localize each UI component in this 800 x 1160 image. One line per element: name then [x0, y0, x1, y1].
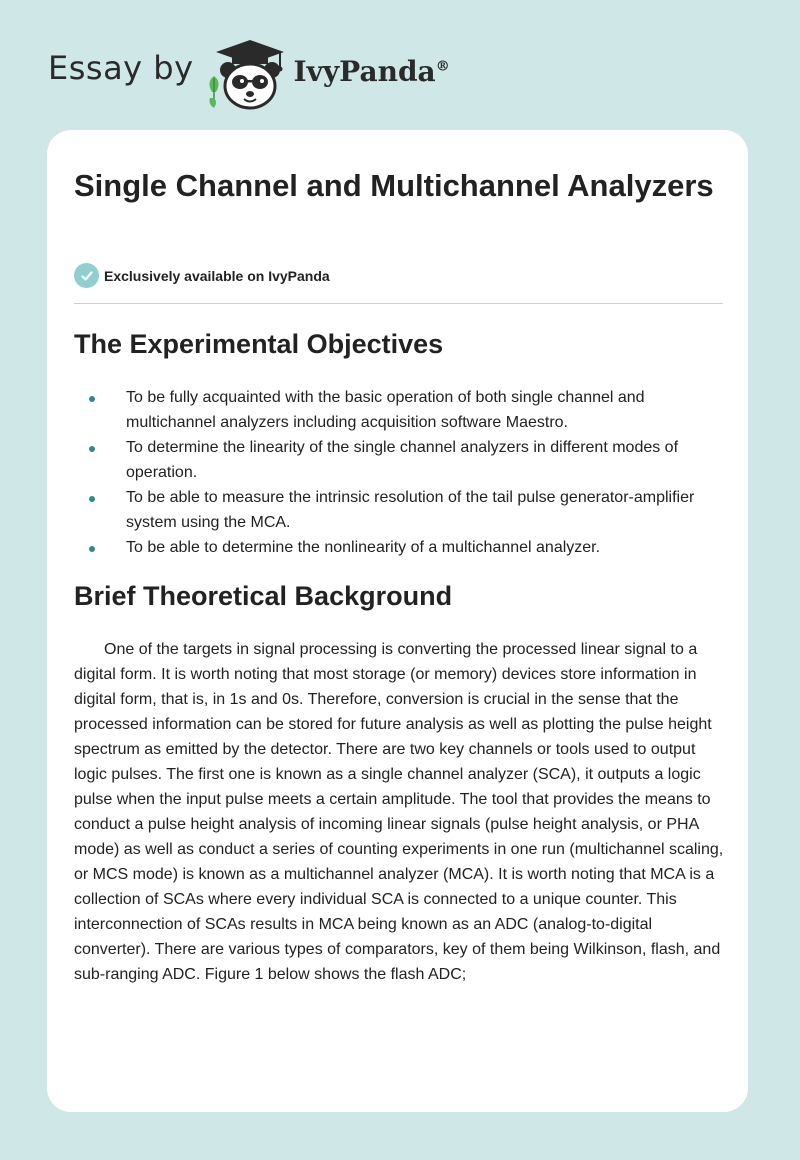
list-item	[47, 435, 748, 485]
section-heading-background: Brief Theoretical Background	[74, 581, 453, 611]
list-item	[47, 385, 748, 435]
bullet-icon	[89, 546, 95, 552]
registered-mark: ®	[435, 58, 450, 75]
check-circle-icon	[74, 263, 99, 288]
site-header	[48, 34, 450, 114]
panda-logo-icon[interactable]	[202, 34, 298, 114]
brand-name-text: IvyPanda	[293, 54, 436, 88]
brand-name[interactable]	[294, 55, 450, 88]
list-item-text: To be able to measure the intrinsic resolution of the tail pulse generator-amplifier system using the MCA.	[126, 489, 695, 531]
list-item	[47, 485, 748, 535]
list-item-text: To be fully acquainted with the basic operation of both single channel and multichannel analyzers including acquisition software Maestro.	[126, 389, 645, 431]
bullet-icon	[89, 446, 95, 452]
divider	[74, 303, 723, 304]
body-paragraph: One of the targets in signal processing is converting the processed linear signal to a digital form. It is worth noting that most storage (or memory) devices store information in digital form, that is, in 1s and 0s. Therefore, conversion is crucial in the sense that the processed information can be stored for future analysis as well as plotting the pulse height spectrum as emitted by the detector. There are two key channels or tools used to output logic pulses. The first one is known as a single channel analyzer (SCA), it outputs a logic pulse when the input pulse meets a certain amplitude. The tool that provides the means to conduct a pulse height analysis of incoming linear signals (pulse height analysis, or PHA mode) as well as conduct a series of counting experiments in one run (multichannel scaling, or MCS mode) is known as a multichannel analyzer (MCA). It is worth noting that MCA is a collection of SCAs where every individual SCA is connected to a unique counter. This interconnection of SCAs results in MCA being known as an ADC (analog-to-digital converter). There are various types of comparators, key of them being Wilkinson, flash, and sub-ranging ADC. Figure 1 below shows the flash ADC;	[74, 641, 724, 983]
article-title: Single Channel and Multichannel Analyzers	[74, 168, 714, 203]
exclusive-text: Exclusively available on IvyPanda	[104, 267, 330, 284]
list-item-text: To determine the linearity of the single channel analyzers in different modes of operation.	[126, 439, 679, 481]
bullet-icon	[89, 396, 95, 402]
article-card	[47, 130, 748, 1112]
list-item	[47, 535, 748, 560]
list-item-text: To be able to determine the nonlinearity of a multichannel analyzer.	[126, 539, 601, 556]
bullet-icon	[89, 496, 95, 502]
exclusive-badge	[74, 263, 330, 288]
section-heading-objectives: The Experimental Objectives	[74, 329, 444, 359]
objectives-list	[47, 385, 748, 560]
brand-prefix: Essay by	[48, 49, 194, 87]
